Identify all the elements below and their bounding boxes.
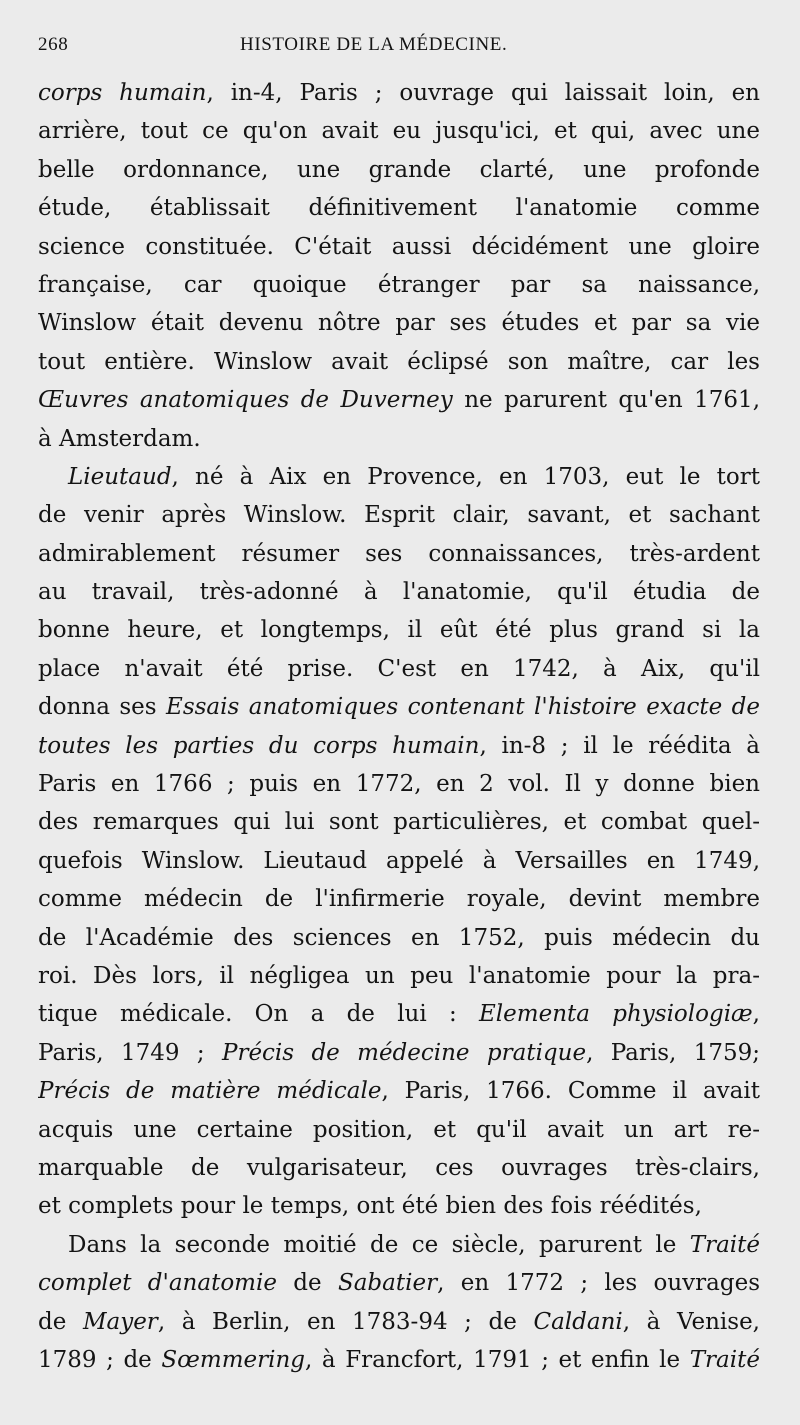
text-line: [38, 381, 760, 419]
text-segment: Paris en 1766 ; puis en 1772, en 2 vol. Il y donne bien: [38, 771, 760, 798]
text-line: [38, 1303, 760, 1341]
text-segment: bonne heure, et longtemps, il eût été plus grand si la: [38, 617, 760, 644]
text-segment: , en 1772 ; les ouvrages: [437, 1270, 760, 1297]
italic-text: Elementa physiologiæ: [479, 1001, 753, 1028]
text-line: [38, 1149, 760, 1187]
text-line: [38, 535, 760, 573]
text-line: [38, 420, 760, 458]
italic-text: Caldani: [533, 1308, 623, 1335]
text-line: [38, 1187, 760, 1225]
text-line: [38, 765, 760, 803]
text-segment: , Paris, 1759;: [586, 1039, 760, 1066]
text-line: [38, 1111, 760, 1149]
text-segment: étude, établissait définitivement l'anatomie comme: [38, 195, 760, 222]
text-line: [38, 803, 760, 841]
text-line: [38, 496, 760, 534]
italic-text: Mayer: [82, 1308, 158, 1335]
text-segment: de venir après Winslow. Esprit clair, savant, et sachant: [38, 502, 760, 529]
text-segment: , in-8 ; il le réédita à: [479, 732, 760, 759]
italic-text: Sœmmering: [161, 1346, 306, 1373]
text-segment: Dans la seconde moitié de ce siècle, parurent le: [68, 1231, 690, 1258]
text-segment: , à Francfort, 1791 ; et enfin le: [305, 1346, 690, 1373]
text-segment: et complets pour le temps, ont été bien des fois réédités,: [38, 1193, 702, 1220]
text-segment: acquis une certaine position, et qu'il avait un art re-: [38, 1116, 760, 1143]
text-line: [38, 304, 760, 342]
italic-text: Essais anatomiques contenant l'histoire exacte de: [166, 694, 760, 721]
text-segment: roi. Dès lors, il négligea un peu l'anatomie pour la pra-: [38, 962, 760, 989]
italic-text: Traité: [689, 1346, 760, 1373]
text-segment: de: [38, 1308, 83, 1335]
text-segment: Paris, 1749 ;: [38, 1039, 222, 1066]
italic-text: Précis de matière médicale: [38, 1078, 382, 1105]
text-segment: science constituée. C'était aussi décidément une gloire: [38, 233, 760, 260]
text-segment: donna ses: [38, 694, 167, 721]
italic-text: corps humain: [38, 80, 207, 106]
text-segment: marquable de vulgarisateur, ces ouvrages très-clairs,: [38, 1154, 760, 1181]
text-line: [38, 995, 760, 1033]
italic-text: Traité: [689, 1231, 760, 1258]
text-segment: à Amsterdam.: [38, 425, 201, 452]
text-segment: de: [276, 1270, 338, 1297]
text-line: [38, 74, 760, 112]
text-segment: de l'Académie des sciences en 1752, puis médecin du: [38, 924, 760, 951]
text-segment: belle ordonnance, une grande clarté, une profonde: [38, 156, 760, 183]
text-segment: , né à Aix en Provence, en 1703, eut le tort: [171, 463, 760, 490]
text-line: [38, 650, 760, 688]
text-line: [38, 189, 760, 227]
text-segment: comme médecin de l'infirmerie royale, devint membre: [38, 886, 760, 913]
text-segment: , Paris, 1766. Comme il avait: [381, 1078, 760, 1105]
italic-text: toutes les parties du corps humain: [38, 732, 480, 759]
italic-text: Sabatier: [337, 1270, 438, 1297]
italic-text: Lieutaud: [68, 463, 172, 490]
text-segment: , in-4, Paris ; ouvrage qui laissait loin, en: [206, 80, 760, 106]
page-number: 268: [38, 34, 69, 55]
running-title: HISTOIRE DE LA MÉDECINE.: [240, 34, 508, 55]
text-line: [38, 112, 760, 150]
text-line: [38, 919, 760, 957]
text-line: [38, 151, 760, 189]
text-line: [38, 1072, 760, 1110]
text-line: [38, 842, 760, 880]
text-segment: française, car quoique étranger par sa naissance,: [38, 271, 760, 298]
text-line: [38, 880, 760, 918]
text-segment: ne parurent qu'en 1761,: [452, 387, 760, 414]
text-line: [38, 266, 760, 304]
text-segment: tout entière. Winslow avait éclipsé son maître, car les: [38, 348, 760, 375]
text-line: [38, 573, 760, 611]
text-line: [38, 458, 760, 496]
text-line: [38, 688, 760, 726]
text-line: [38, 1264, 760, 1302]
text-line: [38, 228, 760, 266]
text-line: [38, 1341, 760, 1379]
running-header: [38, 34, 756, 60]
text-segment: , à Berlin, en 1783-94 ; de: [157, 1308, 534, 1335]
text-segment: au travail, très-adonné à l'anatomie, qu'il étudia de: [38, 579, 760, 606]
text-line: [38, 1226, 760, 1264]
text-segment: Winslow était devenu nôtre par ses études et par sa vie: [38, 310, 760, 337]
text-segment: admirablement résumer ses connaissances, très-ardent: [38, 540, 760, 567]
text-segment: quefois Winslow. Lieutaud appelé à Versailles en 1749,: [38, 847, 760, 874]
text-segment: tique médicale. On a de lui :: [38, 1001, 480, 1028]
italic-text: complet d'anatomie: [38, 1270, 277, 1297]
text-segment: 1789 ; de: [38, 1346, 162, 1373]
body-text: [38, 74, 760, 1379]
text-segment: place n'avait été prise. C'est en 1742, à Aix, qu'il: [38, 655, 760, 682]
text-segment: arrière, tout ce qu'on avait eu jusqu'ici, et qui, avec une: [38, 118, 760, 145]
text-line: [38, 957, 760, 995]
text-segment: , à Venise,: [622, 1308, 760, 1335]
text-line: [38, 343, 760, 381]
text-line: [38, 611, 760, 649]
text-line: [38, 1034, 760, 1072]
text-segment: des remarques qui lui sont particulières, et combat quel-: [38, 809, 760, 836]
italic-text: Œuvres anatomiques de Duverney: [38, 387, 453, 414]
text-line: [38, 727, 760, 765]
text-segment: ,: [752, 1001, 760, 1028]
italic-text: Précis de médecine pratique: [221, 1039, 587, 1066]
